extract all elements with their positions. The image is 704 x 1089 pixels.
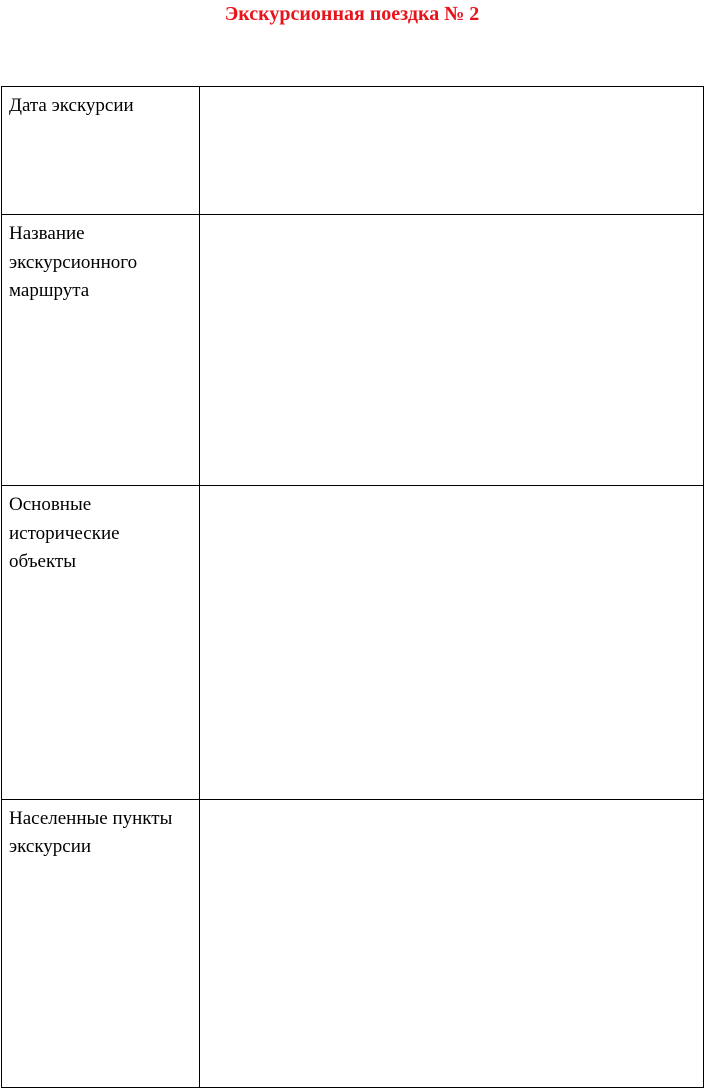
row-label-date: Дата экскурсии (9, 95, 134, 116)
label-cell (2, 799, 200, 1087)
row-label-route-name: Название экскурсионного маршрута (9, 223, 138, 302)
row-value-date[interactable] (200, 87, 703, 214)
value-cell-date[interactable] (200, 87, 704, 215)
page-title: Экскурсионная поездка № 2 (224, 3, 480, 25)
value-cell-settlements[interactable] (200, 799, 704, 1087)
table-row-historic-objects (2, 486, 704, 799)
label-cell (2, 215, 200, 486)
row-value-settlements[interactable] (200, 800, 703, 1087)
row-label-historic-objects: Основные исторические объекты (9, 494, 120, 573)
value-cell-route-name[interactable] (200, 215, 704, 486)
table-row-date (2, 87, 704, 215)
value-cell-historic-objects[interactable] (200, 486, 704, 799)
row-value-historic-objects[interactable] (200, 486, 703, 798)
label-cell (2, 87, 200, 215)
row-label-settlements: Населенные пункты экскурсии (9, 807, 173, 858)
label-cell (2, 486, 200, 799)
table-row-route-name (2, 215, 704, 486)
excursion-form-table (1, 86, 704, 1088)
row-value-route-name[interactable] (200, 215, 703, 485)
table-row-settlements (2, 799, 704, 1087)
